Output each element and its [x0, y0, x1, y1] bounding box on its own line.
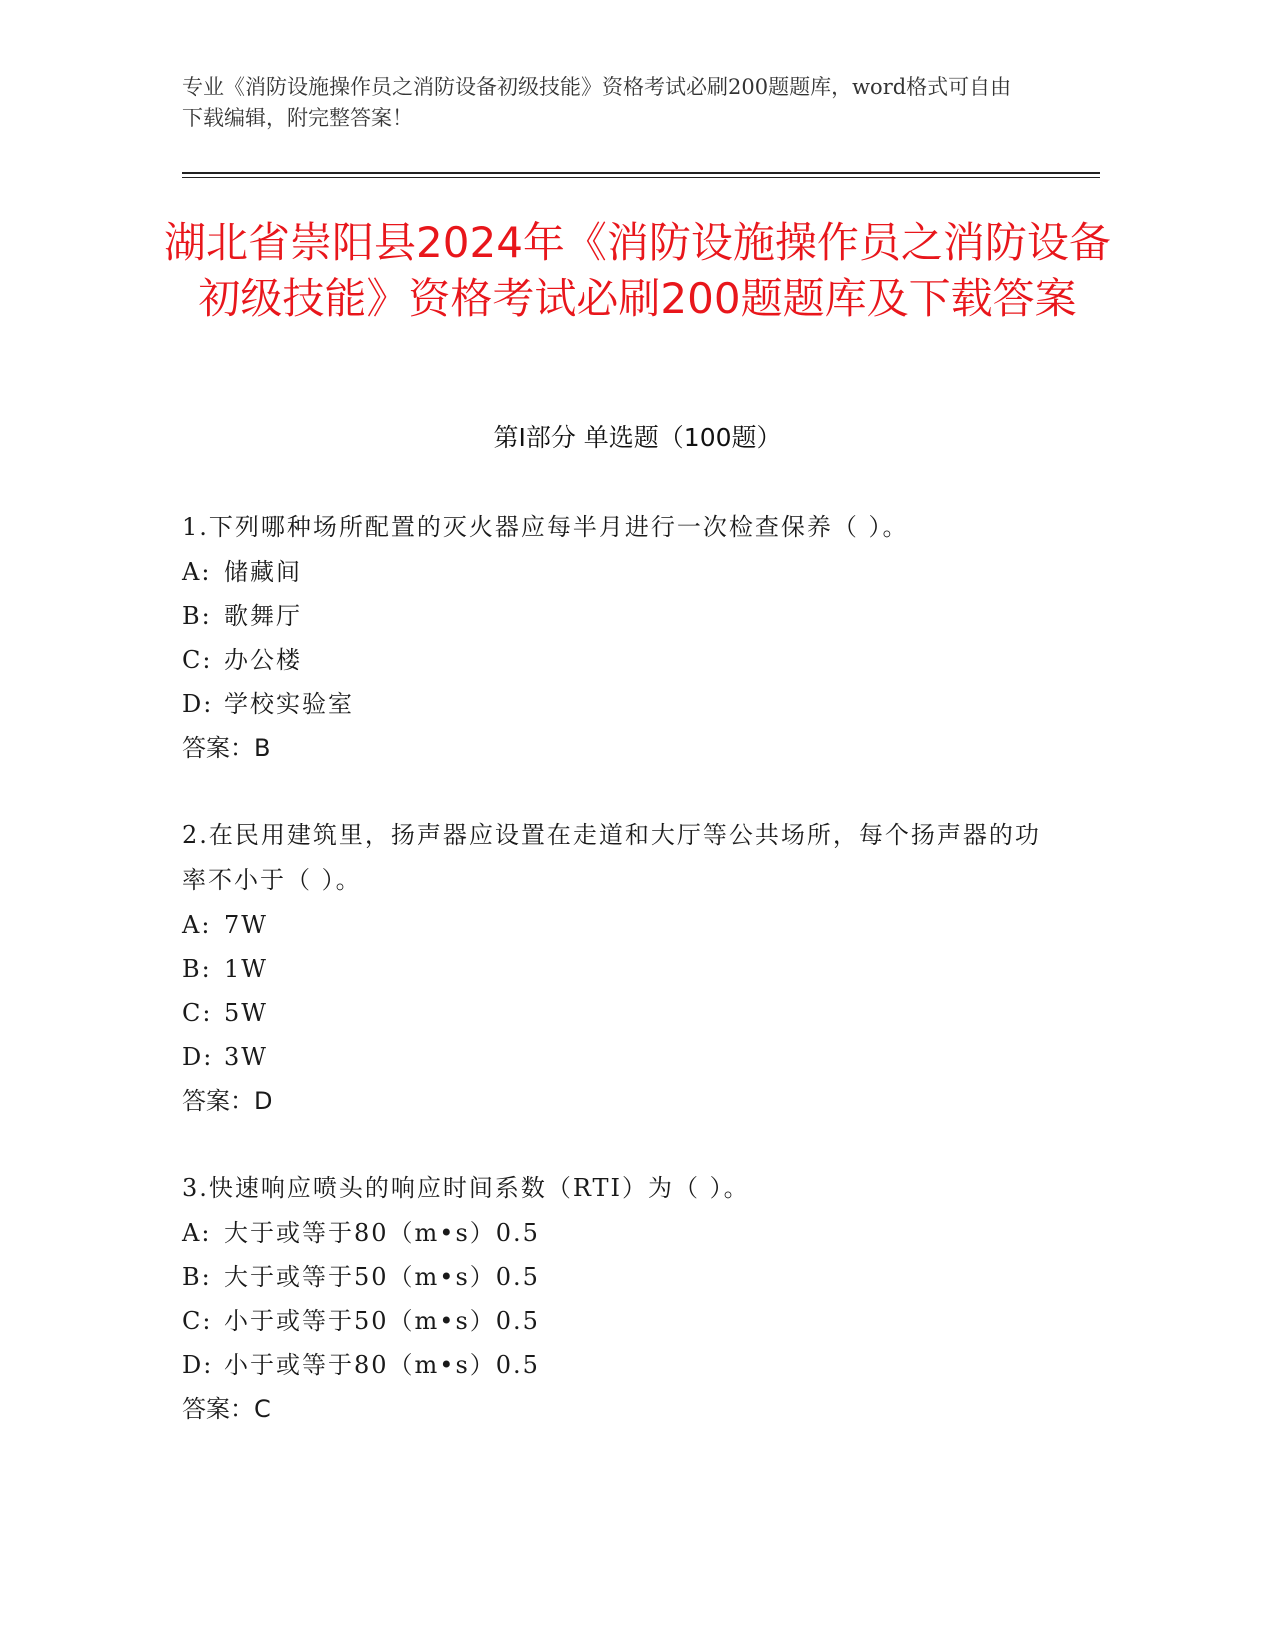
option-a [182, 1211, 1042, 1255]
option-text: 歌舞厅 [224, 602, 302, 630]
answer: 答案：C [182, 1395, 271, 1423]
option-text: 大于或等于50（m•s）0.5 [224, 1263, 540, 1291]
question-1 [182, 505, 1042, 770]
option-b [182, 1255, 1042, 1299]
header-divider-thin [182, 177, 1100, 178]
question-2 [182, 813, 1042, 1123]
option-text: 学校实验室 [224, 690, 354, 718]
section-heading: 第Ⅰ部分 单选题（100题） [493, 423, 782, 452]
option-c [182, 991, 1042, 1035]
answer: 答案：D [182, 1087, 273, 1115]
option-a [182, 903, 1042, 947]
option-letter: A: [182, 1219, 212, 1247]
option-text: 办公楼 [224, 646, 302, 674]
option-c [182, 1299, 1042, 1343]
option-letter: C: [182, 1307, 213, 1335]
question-stem: 2.在民用建筑里，扬声器应设置在走道和大厅等公共场所，每个扬声器的功率不小于（ ）。 [182, 821, 1041, 894]
option-text: 3W [224, 1043, 268, 1071]
option-c [182, 638, 1042, 682]
option-letter: C: [182, 646, 213, 674]
option-text: 小于或等于50（m•s）0.5 [224, 1307, 540, 1335]
option-text: 5W [224, 999, 268, 1027]
header-divider-thick [182, 172, 1100, 174]
option-text: 大于或等于80（m•s）0.5 [224, 1219, 540, 1247]
option-letter: A: [182, 558, 212, 586]
option-letter: B: [182, 955, 212, 983]
option-letter: B: [182, 602, 212, 630]
option-a [182, 550, 1042, 594]
question-stem: 1.下列哪种场所配置的灭火器应每半月进行一次检查保养（ ）。 [182, 513, 909, 541]
option-text: 7W [224, 911, 268, 939]
option-text: 小于或等于80（m•s）0.5 [224, 1351, 540, 1379]
option-letter: B: [182, 1263, 212, 1291]
option-letter: C: [182, 999, 213, 1027]
option-d [182, 1035, 1042, 1079]
option-d [182, 682, 1042, 726]
question-stem: 3.快速响应喷头的响应时间系数（RTI）为（ ）。 [182, 1174, 750, 1202]
question-list [182, 505, 1042, 1474]
option-b [182, 947, 1042, 991]
option-text: 储藏间 [224, 558, 302, 586]
option-d [182, 1343, 1042, 1387]
question-3 [182, 1166, 1042, 1431]
option-text: 1W [224, 955, 268, 983]
document-title: 湖北省崇阳县2024年《消防设施操作员之消防设备初级技能》资格考试必刷200题题库及下载答案 [164, 218, 1111, 323]
option-letter: D: [182, 1351, 214, 1379]
answer: 答案：B [182, 734, 271, 762]
option-letter: D: [182, 690, 214, 718]
option-letter: D: [182, 1043, 214, 1071]
header-note: 专业《消防设施操作员之消防设备初级技能》资格考试必刷200题题库，word格式可自由下载编辑，附完整答案！ [182, 75, 1012, 130]
option-b [182, 594, 1042, 638]
option-letter: A: [182, 911, 212, 939]
